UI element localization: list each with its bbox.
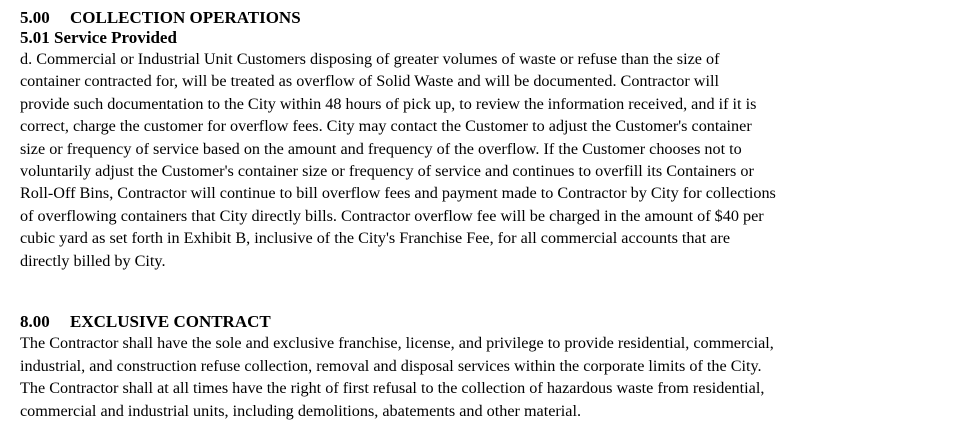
paragraph-line: directly billed by City. — [20, 251, 166, 270]
paragraph-line: The Contractor shall have the sole and exclusive franchise, license, and privilege to provide residential, commercial, — [20, 334, 774, 352]
subsection-5-01-heading: 5.01 Service Provided — [20, 28, 177, 47]
paragraph-line: correct, charge the customer for overflow fees. City may contact the Customer to adjust the Customer's container — [20, 117, 752, 136]
paragraph-line: cubic yard as set forth in Exhibit B, inclusive of the City's Franchise Fee, for all commercial accounts that are — [20, 229, 731, 248]
paragraph-line: commercial and industrial units, including demolitions, abatements and other material. — [20, 401, 582, 420]
section-5 — [20, 8, 965, 272]
paragraph-line: The Contractor shall at all times have the right of first refusal to the collection of hazardous waste from residential, — [20, 379, 765, 398]
section-5-title: COLLECTION OPERATIONS — [70, 8, 301, 27]
section-8-title: EXCLUSIVE CONTRACT — [70, 312, 271, 331]
paragraph-line: provide such documentation to the City within 48 hours of pick up, to review the information received, and if it is — [20, 94, 757, 113]
paragraph-line: container contracted for, will be treated as overflow of Solid Waste and will be documented. Contractor will — [20, 72, 719, 91]
section-8-heading — [20, 312, 965, 332]
section-5-paragraph — [20, 48, 965, 272]
paragraph-line: of overflowing containers that City directly bills. Contractor overflow fee will be charged in the amount of $40 per — [20, 206, 764, 225]
paragraph-line: d. Commercial or Industrial Unit Customers disposing of greater volumes of waste or refuse than the size of — [20, 50, 720, 68]
section-8 — [20, 312, 965, 422]
paragraph-line: Roll-Off Bins, Contractor will continue to bill overflow fees and payment made to Contractor by City for collections — [20, 184, 776, 203]
paragraph-line: size or frequency of service based on the amount and frequency of the overflow. If the Customer chooses not to — [20, 139, 742, 158]
section-8-number: 8.00 — [20, 312, 50, 331]
section-8-paragraph — [20, 332, 965, 422]
section-5-heading — [20, 8, 965, 28]
paragraph-line: industrial, and construction refuse collection, removal and disposal services within the corporate limits of the City. — [20, 356, 762, 375]
section-5-number: 5.00 — [20, 8, 50, 27]
paragraph-line: voluntarily adjust the Customer's container size or frequency of service and continues to overfill its Containers or — [20, 162, 754, 181]
